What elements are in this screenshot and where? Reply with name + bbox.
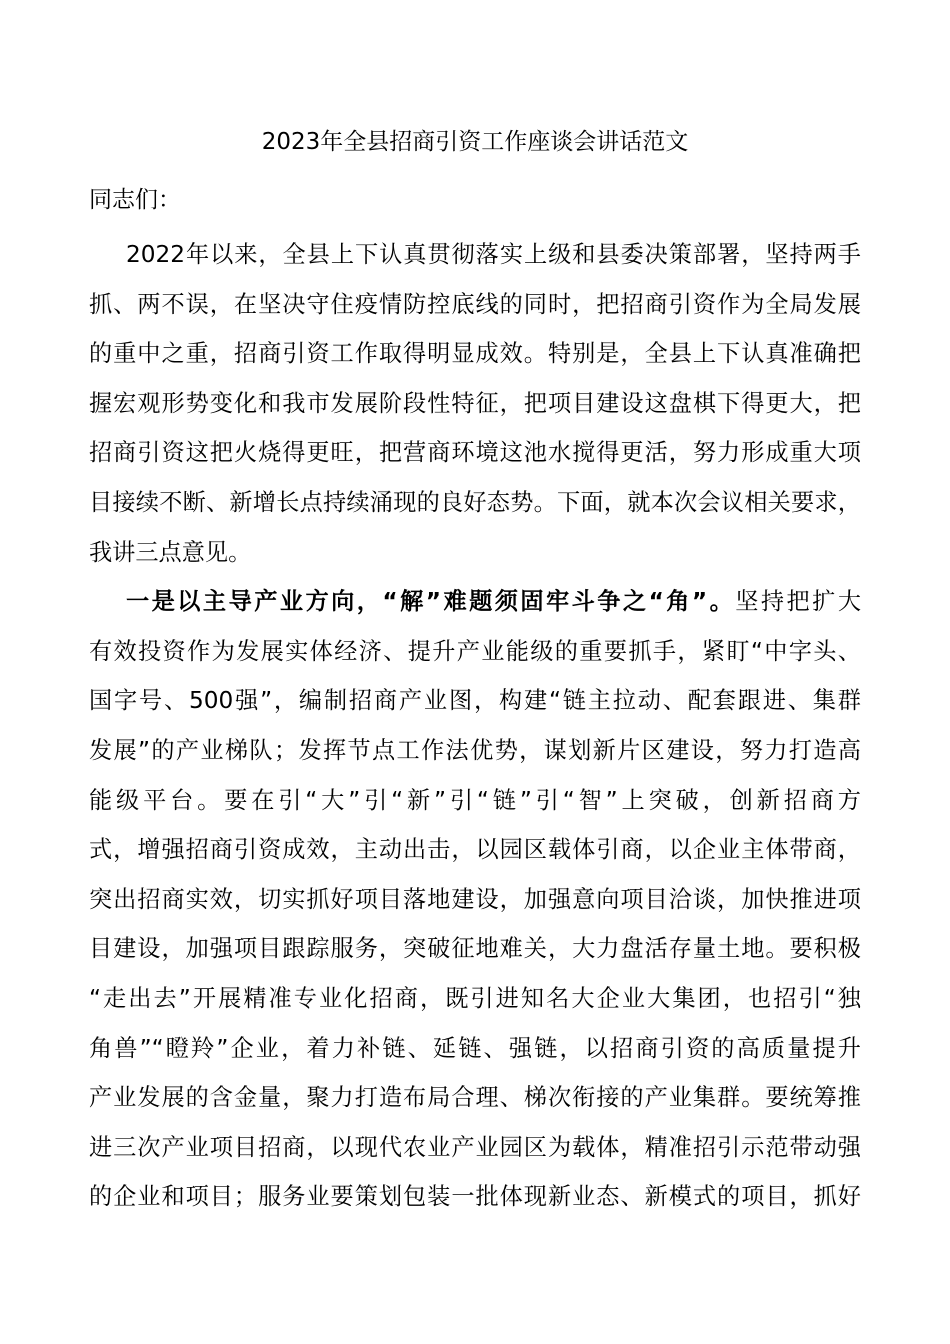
- paragraph-line: 进三次产业项目招商，以现代农业产业园区为载体，精准招引示范带动强: [89, 1133, 861, 1161]
- salutation: 同志们：: [89, 187, 181, 213]
- paragraph-line: 角兽”“瞪羚”企业，着力补链、延链、强链，以招商引资的高质量提升: [89, 1034, 861, 1062]
- paragraph-line: 的重中之重，招商引资工作取得明显成效。特别是，全县上下认真准确把: [89, 340, 861, 368]
- paragraph-line: 有效投资作为发展实体经济、提升产业能级的重要抓手，紧盯“中字头、: [89, 637, 861, 665]
- document-body: [89, 230, 861, 1222]
- paragraph-line: 握宏观形势变化和我市发展阶段性特征，把项目建设这盘棋下得更大，把: [89, 389, 861, 417]
- document-title: 2023年全县招商引资工作座谈会讲话范文: [261, 129, 689, 155]
- paragraph-line: “走出去”开展精准专业化招商，既引进知名大企业大集团，也招引“独: [89, 984, 861, 1012]
- paragraph-line: 能级平台。要在引“大”引“新”引“链”引“智”上突破，创新招商方: [89, 786, 861, 814]
- paragraph-line: 式，增强招商引资成效，主动出击，以园区载体引商，以企业主体带商，: [89, 836, 861, 864]
- paragraph-line: 我讲三点意见。: [89, 538, 252, 566]
- paragraph-line: 目建设，加强项目跟踪服务，突破征地难关，大力盘活存量土地。要积极: [89, 935, 861, 963]
- paragraph-line: 突出招商实效，切实抓好项目落地建设，加强意向项目洽谈，加快推进项: [89, 885, 861, 913]
- paragraph-line: 2022年以来，全县上下认真贯彻落实上级和县委决策部署，坚持两手: [126, 241, 861, 268]
- paragraph-line: 的企业和项目；服务业要策划包装一批体现新业态、新模式的项目，抓好: [89, 1183, 861, 1211]
- section-heading: 一是以主导产业方向，“解”难题须固牢斗争之“角”。: [126, 588, 736, 616]
- section-heading-line: [89, 577, 861, 627]
- paragraph-line: 国字号、500强”，编制招商产业图，构建“链主拉动、配套跟进、集群: [89, 687, 861, 715]
- paragraph-text: 坚持把扩大: [735, 588, 862, 616]
- paragraph-line: 抓、两不误，在坚决守住疫情防控底线的同时，把招商引资作为全局发展: [89, 290, 861, 318]
- paragraph-line: 招商引资这把火烧得更旺，把营商环境这池水搅得更活，努力形成重大项: [89, 439, 861, 467]
- paragraph-line: 发展”的产业梯队；发挥节点工作法优势，谋划新片区建设，努力打造高: [89, 736, 861, 764]
- paragraph-line: 产业发展的含金量，聚力打造布局合理、梯次衔接的产业集群。要统筹推: [89, 1084, 861, 1112]
- paragraph-line: 目接续不断、新增长点持续涌现的良好态势。下面，就本次会议相关要求，: [89, 488, 861, 516]
